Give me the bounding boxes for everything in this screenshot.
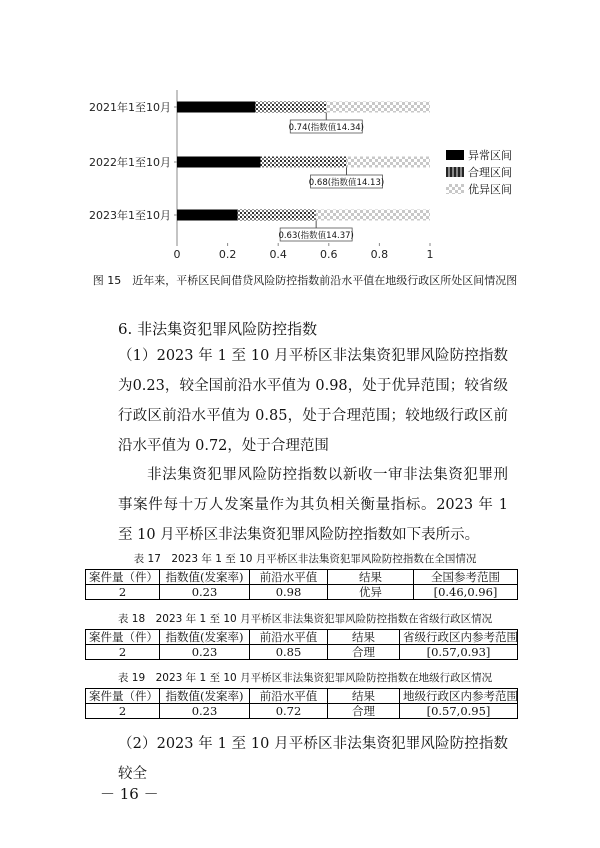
header-cell: 案件量（件） — [86, 630, 160, 645]
section-title: 6. 非法集资犯罪风险防控指数 — [118, 320, 318, 338]
y-tick-label: 2022年1至10月 — [89, 156, 171, 169]
table-cell: [0.57,0.95] — [400, 704, 518, 719]
paragraph-2: 非法集资犯罪风险防控指数以新收一审非法集资犯罪刑事案件每十万人发案量作为其负相关衡量指标。2023 年 1 至 10 月平桥区非法集资犯罪风险防控指数如下表所示。 — [118, 467, 508, 543]
bar-segment — [260, 157, 346, 168]
header-cell: 指数值(发案率) — [160, 570, 250, 585]
table-cell: 2 — [86, 585, 160, 600]
x-tick-label: 0.4 — [269, 248, 287, 261]
bar-segment — [347, 157, 430, 168]
legend-label-reasonable: 合理区间 — [468, 166, 512, 179]
table-cell: 优异 — [328, 585, 414, 600]
table-18-caption: 表 18 2023 年 1 至 10 月平桥区非法集资犯罪风险防控指数在省级行政区情况 — [117, 613, 493, 625]
table-cell: [0.57,0.93] — [400, 645, 518, 660]
header-cell: 省级行政区内参考范围 — [400, 630, 518, 645]
bar-segment — [326, 102, 430, 113]
annotation-label: 0.63(指数值14.37) — [278, 231, 354, 241]
stacked-bar-chart — [0, 0, 600, 270]
x-tick-label: 0.8 — [370, 248, 389, 261]
x-tick-label: 1 — [426, 248, 434, 261]
table-19 — [85, 688, 518, 719]
legend-label-excellent: 优异区间 — [468, 183, 512, 196]
legend-swatch-reasonable — [446, 167, 464, 177]
table-cell: 0.72 — [250, 704, 328, 719]
table-cell: [0.46,0.96] — [414, 585, 518, 600]
header-cell: 前沿水平值 — [250, 630, 328, 645]
table-cell: 合理 — [328, 704, 400, 719]
header-cell: 案件量（件） — [86, 570, 160, 585]
legend-label-abnormal: 异常区间 — [468, 149, 512, 162]
annotation-label: 0.68(指数值14.13) — [308, 178, 385, 188]
table-header-row — [86, 689, 518, 704]
x-tick-label: 0 — [173, 248, 181, 261]
table-cell: 0.98 — [250, 585, 328, 600]
table-cell: 0.23 — [160, 704, 250, 719]
header-cell: 前沿水平值 — [250, 689, 328, 704]
bar-segment — [177, 157, 260, 168]
table-17 — [85, 569, 518, 600]
y-tick-label: 2023年1至10月 — [89, 209, 171, 222]
paragraph-3: （2）2023 年 1 至 10 月平桥区非法集资犯罪风险防控指数较全 — [118, 736, 508, 782]
table-header-row — [86, 630, 518, 645]
bar-segment — [238, 210, 316, 221]
header-cell: 结果 — [328, 689, 400, 704]
header-cell: 指数值(发案率) — [160, 630, 250, 645]
table-19-caption: 表 19 2023 年 1 至 10 月平桥区非法集资犯罪风险防控指数在地级行政区情况 — [117, 672, 493, 684]
page-number: － 16 － — [100, 785, 159, 803]
bar-segment — [255, 102, 326, 113]
y-tick-label: 2021年1至10月 — [89, 101, 171, 114]
header-cell: 案件量（件） — [86, 689, 160, 704]
paragraph-1: （1）2023 年 1 至 10 月平桥区非法集资犯罪风险防控指数为0.23，较全国前沿水平值为 0.98，处于优异范围；较省级行政区前沿水平值为 0.85，处于合理范围；较地级行政区前沿水平值为 0.72，处于合理范围 — [118, 348, 508, 454]
legend-swatch-abnormal — [446, 150, 464, 160]
table-cell: 0.23 — [160, 585, 250, 600]
x-tick-label: 0.6 — [320, 248, 338, 261]
table-17-caption: 表 17 2023 年 1 至 10 月平桥区非法集资犯罪风险防控指数在全国情况 — [133, 553, 477, 565]
bar-segment — [177, 210, 238, 221]
header-cell: 结果 — [328, 630, 400, 645]
table-row — [86, 585, 518, 600]
header-cell: 结果 — [328, 570, 414, 585]
table-cell: 0.85 — [250, 645, 328, 660]
figure-caption: 图 15 近年来，平桥区民间借贷风险防控指数前沿水平值在地级行政区所处区间情况图 — [92, 274, 518, 287]
table-cell: 0.23 — [160, 645, 250, 660]
annotation-label: 0.74(指数值14.34) — [288, 123, 364, 133]
x-tick-label: 0.2 — [218, 248, 237, 261]
bar-segment — [316, 210, 430, 221]
header-cell: 地级行政区内参考范围 — [400, 689, 518, 704]
table-header-row — [86, 570, 518, 585]
table-cell: 合理 — [328, 645, 400, 660]
header-cell: 全国参考范围 — [414, 570, 518, 585]
table-cell: 2 — [86, 704, 160, 719]
header-cell: 指数值(发案率) — [160, 689, 250, 704]
table-cell: 2 — [86, 645, 160, 660]
legend-swatch-excellent — [446, 184, 464, 194]
table-18 — [85, 629, 518, 660]
header-cell: 前沿水平值 — [250, 570, 328, 585]
bar-segment — [177, 102, 255, 113]
table-row — [86, 704, 518, 719]
table-row — [86, 645, 518, 660]
